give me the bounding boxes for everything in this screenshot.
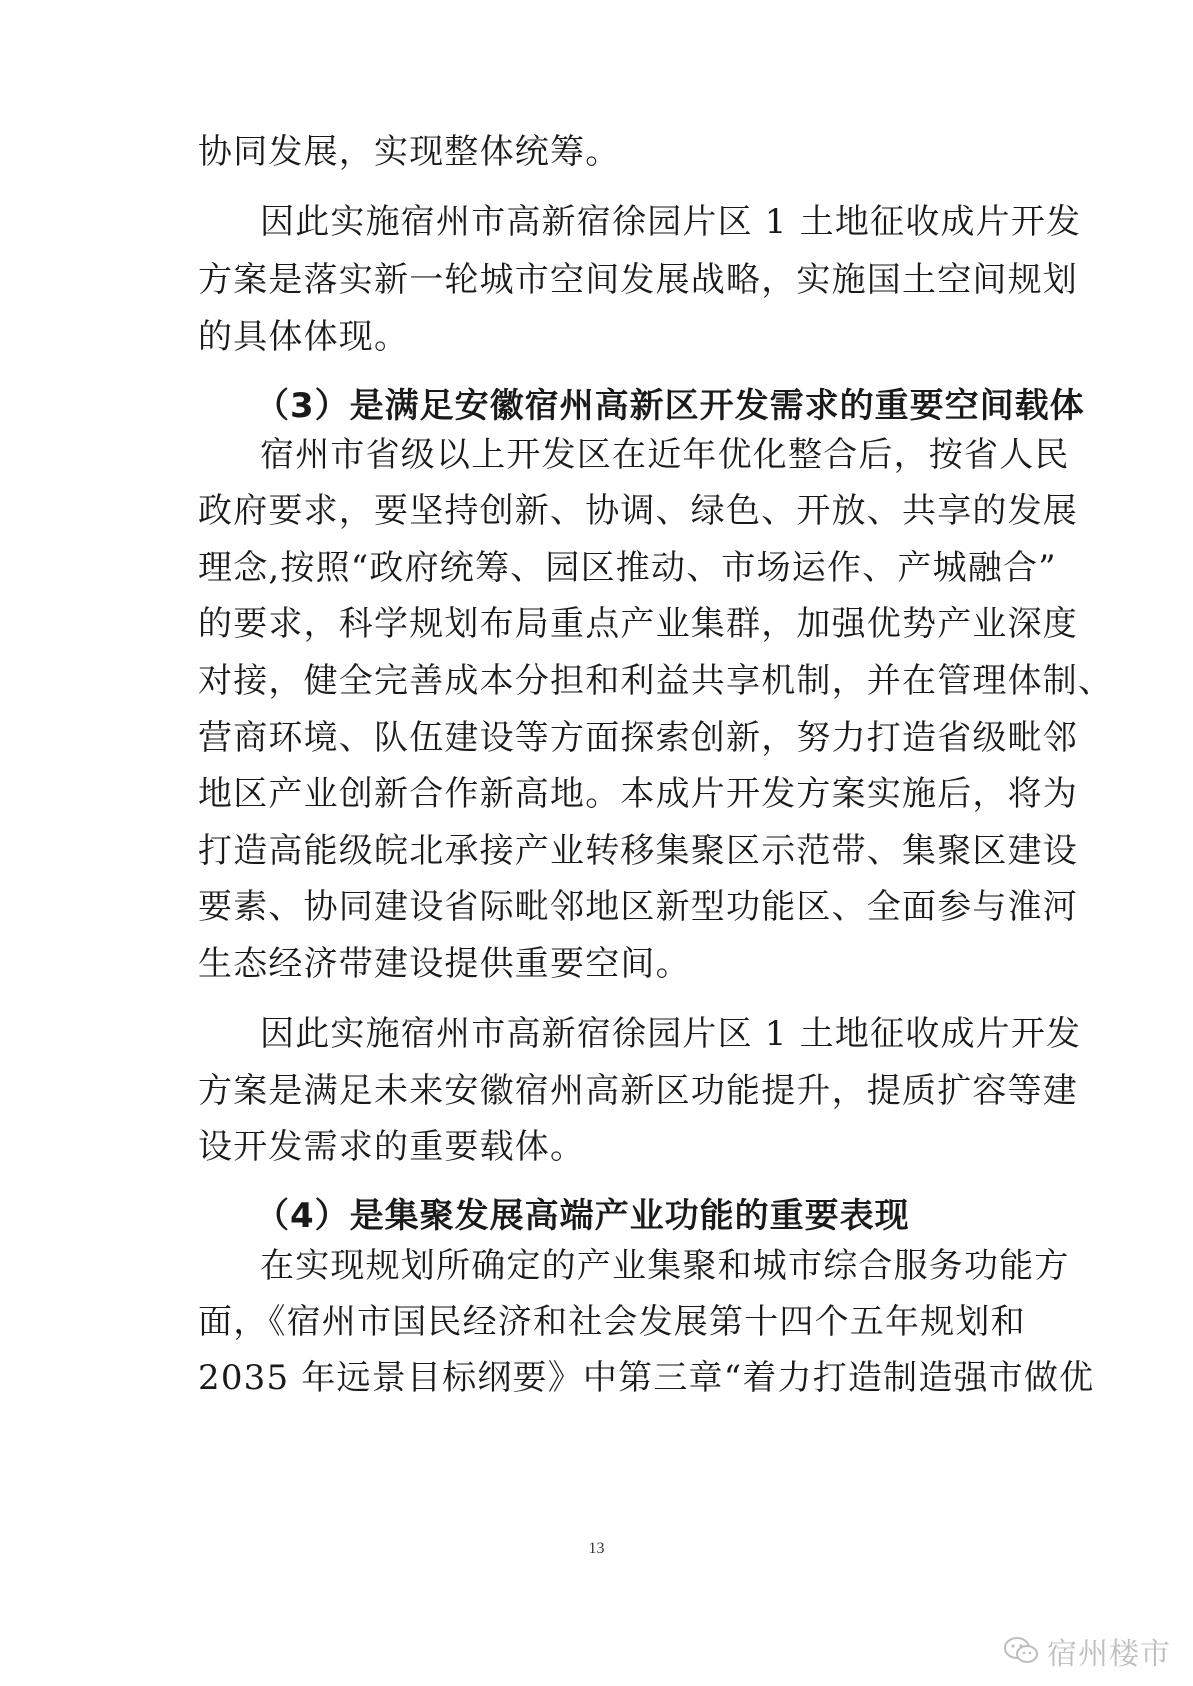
paragraph-line: 面，《宿州市国民经济和社会发展第十四个五年规划和 xyxy=(198,1302,1026,1342)
paragraph-line: 生态经济带建设提供重要空间。 xyxy=(198,944,691,984)
paragraph-line: 地区产业创新合作新高地。本成片开发方案实施后，将为 xyxy=(198,774,1078,814)
paragraph-line: 的要求，科学规划布局重点产业集群，加强优势产业深度 xyxy=(198,604,1078,644)
paragraph-line: 的具体体现。 xyxy=(198,317,410,357)
wechat-icon xyxy=(1003,1636,1039,1666)
paragraph-line: 因此实施宿州市高新宿徐园片区 1 土地征收成片开发 xyxy=(260,1014,1082,1054)
paragraph-line: 打造高能级皖北承接产业转移集聚区示范带、集聚区建设 xyxy=(198,831,1078,871)
paragraph-line: 营商环境、队伍建设等方面探索创新，努力打造省级毗邻 xyxy=(198,718,1078,758)
paragraph-line: 协同发展，实现整体统筹。 xyxy=(198,132,621,172)
paragraph-line: 政府要求，要坚持创新、协调、绿色、开放、共享的发展 xyxy=(198,491,1078,531)
section-heading: （3）是满足安徽宿州高新区开发需求的重要空间载体 xyxy=(255,386,1085,426)
paragraph-line: 方案是满足未来安徽宿州高新区功能提升，提质扩容等建 xyxy=(198,1071,1078,1111)
paragraph-line: 方案是落实新一轮城市空间发展战略，实施国土空间规划 xyxy=(198,260,1078,300)
paragraph-line: 设开发需求的重要载体。 xyxy=(198,1127,586,1167)
paragraph-line: 对接，健全完善成本分担和利益共享机制，并在管理体制、 xyxy=(198,661,1114,701)
paragraph-line: 因此实施宿州市高新宿徐园片区 1 土地征收成片开发 xyxy=(260,202,1082,242)
section-heading: （4）是集聚发展高端产业功能的重要表现 xyxy=(255,1196,910,1236)
watermark-text: 宿州楼市 xyxy=(1047,1637,1171,1672)
watermark xyxy=(1003,1633,1171,1672)
paragraph-line: 要素、协同建设省际毗邻地区新型功能区、全面参与淮河 xyxy=(198,887,1078,927)
paragraph-line: 宿州市省级以上开发区在近年优化整合后，按省人民 xyxy=(260,435,1070,475)
paragraph-line: 理念,按照“政府统筹、园区推动、市场运作、产城融合” xyxy=(198,548,1057,588)
paragraph-line: 在实现规划所确定的产业集聚和城市综合服务功能方 xyxy=(260,1246,1070,1286)
page-number: 13 xyxy=(588,1540,605,1557)
paragraph-line: 2035 年远景目标纲要》中第三章“着力打造制造强市做优 xyxy=(198,1358,1095,1398)
